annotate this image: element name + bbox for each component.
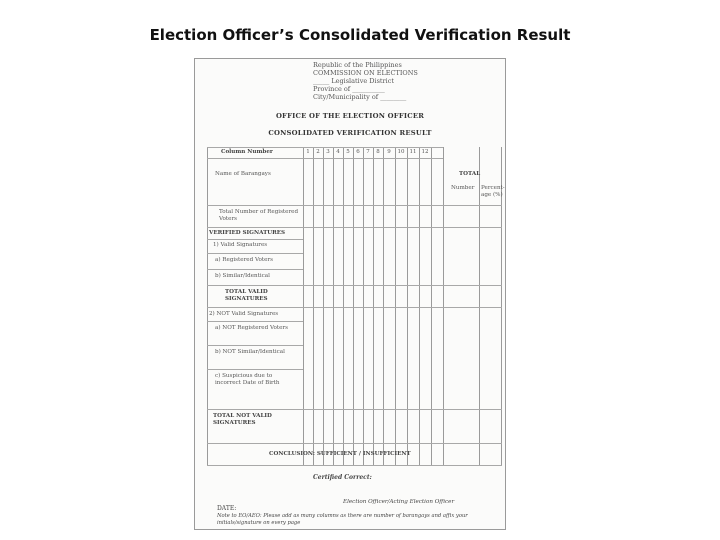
column-number: 7 [366,149,370,155]
date-label: DATE: [217,505,237,512]
column-number: 10 [397,149,405,155]
header-district: _____ Legislative District [313,77,394,85]
conclusion-label: CONCLUSION: SUFFICIENT / INSUFFICIENT [269,451,411,457]
suspicious-dob-row: c) Suspicious due to incorrect Date of Birth [215,373,280,386]
column-number: 8 [376,149,380,155]
column-number-label: Column Number [221,149,273,155]
header-republic: Republic of the Philippines [313,61,402,69]
certified-correct: Certified Correct: [313,474,372,481]
scanned-form [194,58,506,530]
column-number: 11 [409,149,417,155]
column-number: 12 [421,149,429,155]
total-label: TOTAL [459,171,481,177]
column-number: 6 [356,149,360,155]
not-valid-label: 2) NOT Valid Signatures [209,311,279,317]
election-officer-signature: Election Officer/Acting Election Officer [343,499,455,505]
footnote: Note to EO/AEO: Please add as many columns as there are number of barangays and affix your initials/signature on every page [217,513,468,526]
barangay-label: Name of Barangays [215,171,271,177]
column-number: 2 [316,149,320,155]
column-number: 4 [336,149,340,155]
header-comelec: COMMISSION ON ELECTIONS [313,69,418,77]
valid-signatures-label: 1) Valid Signatures [213,242,268,248]
column-number: 9 [387,149,391,155]
verification-table [207,147,503,502]
total-valid-label: TOTAL VALID SIGNATURES [225,289,268,302]
form-title: CONSOLIDATED VERIFICATION RESULT [268,129,432,137]
column-number: 3 [326,149,330,155]
column-number: 1 [306,149,310,155]
total-not-valid-label: TOTAL NOT VALID SIGNATURES [213,413,272,426]
registered-voters-row: a) Registered Voters [215,257,273,263]
verified-signatures-label: VERIFIED SIGNATURES [209,230,286,236]
office-heading: OFFICE OF THE ELECTION OFFICER [275,112,425,120]
header-province: Province of __________ [313,85,385,93]
not-registered-row: a) NOT Registered Voters [215,325,288,331]
similar-identical-row: b) Similar/Identical [215,273,270,279]
registered-voters-label: Total Number of Registered Voters [219,209,299,222]
header-city: City/Municipality of ________ [313,93,407,101]
slide-title: Election Officer’s Consolidated Verification Result [149,26,571,44]
percentage-label: Percent-age (%) [481,185,505,198]
not-similar-row: b) NOT Similar/Identical [215,349,285,355]
column-number: 5 [346,149,350,155]
number-label: Number [451,185,475,191]
